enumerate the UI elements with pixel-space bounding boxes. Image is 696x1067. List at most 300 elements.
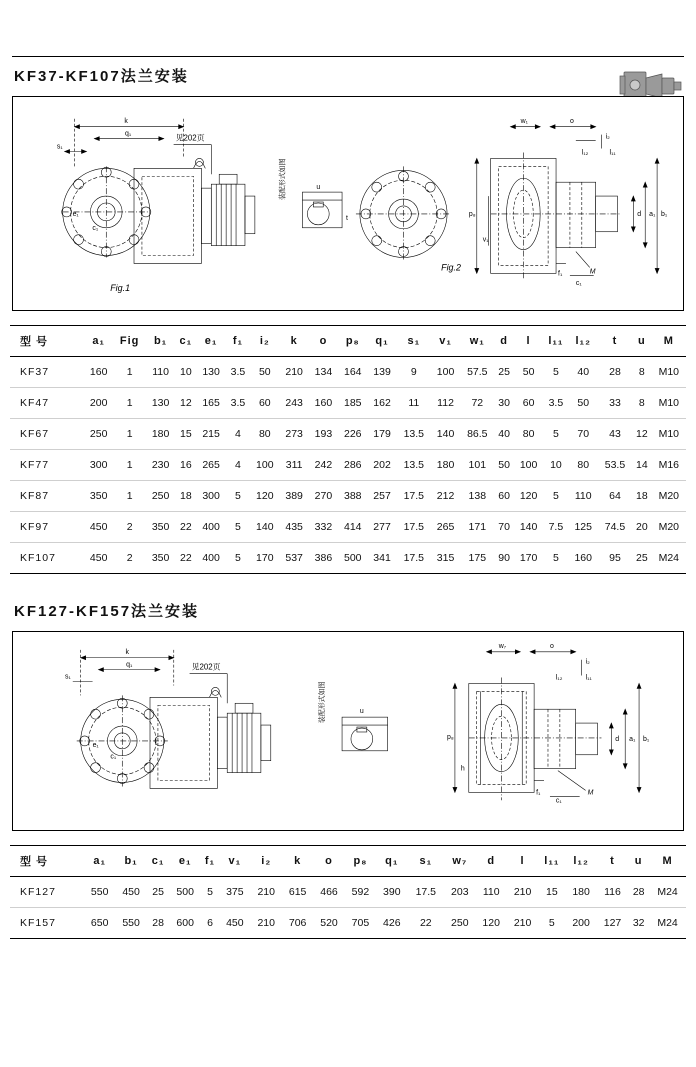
cell: 162 <box>367 388 396 419</box>
cell: 300 <box>84 450 113 481</box>
cell: 215 <box>196 419 225 450</box>
svg-text:a₁: a₁ <box>649 210 656 218</box>
cell: 1 <box>113 419 146 450</box>
svg-text:k: k <box>125 648 129 656</box>
cell: 390 <box>376 877 407 908</box>
cell: 140 <box>514 512 543 543</box>
svg-text:i₂: i₂ <box>585 658 590 666</box>
cell: 706 <box>282 908 313 939</box>
cell: 100 <box>250 450 279 481</box>
cell: 277 <box>367 512 396 543</box>
svg-text:见202页: 见202页 <box>191 662 221 672</box>
cell: 13.5 <box>397 450 431 481</box>
cell: 500 <box>338 543 367 574</box>
col-l12: l₁₂ <box>565 846 596 877</box>
cell: 250 <box>444 908 475 939</box>
cell: 8 <box>632 357 652 388</box>
table-row <box>10 877 686 908</box>
col-u: u <box>632 326 652 357</box>
table-row <box>10 512 686 543</box>
cell: 15 <box>175 419 196 450</box>
cell: 200 <box>84 388 113 419</box>
col-p8: p₈ <box>338 326 367 357</box>
cell: 160 <box>569 543 598 574</box>
table-row <box>10 481 686 512</box>
cell: M16 <box>652 450 686 481</box>
cell: 375 <box>219 877 250 908</box>
cell: 140 <box>250 512 279 543</box>
cell: 4 <box>226 419 250 450</box>
cell: 17.5 <box>408 877 445 908</box>
cell: 100 <box>514 450 543 481</box>
col-s1: s₁ <box>408 846 445 877</box>
page-title: KF37-KF107法兰安装 <box>14 68 189 85</box>
cell: 72 <box>460 388 494 419</box>
spec-table-2 <box>10 845 686 939</box>
cell: 520 <box>313 908 344 939</box>
cell: 3.5 <box>543 388 568 419</box>
svg-text:p₈: p₈ <box>447 733 454 741</box>
cell: 13.5 <box>397 419 431 450</box>
col-model: 型 号 <box>10 326 84 357</box>
col-fig: Fig <box>113 326 146 357</box>
col-f1: f₁ <box>226 326 250 357</box>
svg-text:s₁: s₁ <box>56 143 63 151</box>
cell-model: KF107 <box>10 543 84 574</box>
cell: 2 <box>113 512 146 543</box>
svg-text:p₈: p₈ <box>468 210 476 218</box>
cell: 5 <box>543 543 568 574</box>
cell: 16 <box>175 450 196 481</box>
col-c1: c₁ <box>147 846 170 877</box>
cell: 426 <box>376 908 407 939</box>
cell: 130 <box>146 388 175 419</box>
cell: 18 <box>632 481 652 512</box>
cell: 265 <box>196 450 225 481</box>
cell: 286 <box>338 450 367 481</box>
svg-text:w₁: w₁ <box>520 117 529 125</box>
col-s1: s₁ <box>397 326 431 357</box>
cell-model: KF37 <box>10 357 84 388</box>
col-b1: b₁ <box>146 326 175 357</box>
cell: 101 <box>460 450 494 481</box>
cell: 20 <box>632 512 652 543</box>
col-p8: p₈ <box>345 846 376 877</box>
cell: 86.5 <box>460 419 494 450</box>
col-q1: q₁ <box>376 846 407 877</box>
table-row <box>10 543 686 574</box>
cell: 25 <box>494 357 514 388</box>
col-l12: l₁₂ <box>569 326 598 357</box>
cell: 50 <box>569 388 598 419</box>
svg-text:k: k <box>124 117 128 125</box>
cell: 179 <box>367 419 396 450</box>
cell: 243 <box>279 388 308 419</box>
col-i2: i₂ <box>250 326 279 357</box>
svg-text:q₁: q₁ <box>124 130 132 138</box>
cell: 17.5 <box>397 481 431 512</box>
cell: 200 <box>565 908 596 939</box>
cell: 210 <box>251 908 282 939</box>
cell: 388 <box>338 481 367 512</box>
cell: 43 <box>598 419 632 450</box>
cell: 1 <box>113 481 146 512</box>
col-w1: w₁ <box>460 326 494 357</box>
cell-model: KF127 <box>10 877 84 908</box>
col-t: t <box>598 326 632 357</box>
cell-model: KF157 <box>10 908 84 939</box>
cell: 180 <box>431 450 460 481</box>
cell: 212 <box>431 481 460 512</box>
cell: 120 <box>514 481 543 512</box>
cell: 5 <box>543 419 568 450</box>
svg-text:c₁: c₁ <box>575 280 582 288</box>
svg-text:e₁: e₁ <box>92 741 99 749</box>
cell: 550 <box>115 908 146 939</box>
cell: 332 <box>309 512 338 543</box>
table-row <box>10 450 686 481</box>
col-e1: e₁ <box>196 326 225 357</box>
cell: 90 <box>494 543 514 574</box>
cell: 311 <box>279 450 308 481</box>
svg-text:c₁: c₁ <box>92 224 99 232</box>
cell: 70 <box>569 419 598 450</box>
col-v1: v₁ <box>219 846 250 877</box>
cell: 350 <box>146 512 175 543</box>
cell: 273 <box>279 419 308 450</box>
cell: 242 <box>309 450 338 481</box>
cell-model: KF67 <box>10 419 84 450</box>
cell: 210 <box>279 357 308 388</box>
col-c1: c₁ <box>175 326 196 357</box>
cell: 160 <box>84 357 113 388</box>
cell: 265 <box>431 512 460 543</box>
svg-text:l₁₁: l₁₁ <box>585 674 592 682</box>
col-l11: l₁₁ <box>538 846 565 877</box>
col-l: l <box>507 846 538 877</box>
cell: 74.5 <box>598 512 632 543</box>
svg-text:M: M <box>589 268 596 276</box>
cell: 6 <box>201 908 219 939</box>
cell: 9 <box>397 357 431 388</box>
cell: 112 <box>431 388 460 419</box>
svg-text:a₁: a₁ <box>629 735 636 743</box>
cell: 120 <box>250 481 279 512</box>
cell: 160 <box>309 388 338 419</box>
cell: 60 <box>250 388 279 419</box>
svg-text:b₁: b₁ <box>661 210 668 218</box>
col-k: k <box>282 846 313 877</box>
cell: 12 <box>632 419 652 450</box>
svg-text:l₁₂: l₁₂ <box>581 149 589 157</box>
cell: 350 <box>84 481 113 512</box>
svg-text:v₁: v₁ <box>482 236 489 244</box>
svg-text:s₁: s₁ <box>65 673 71 681</box>
svg-text:f₁: f₁ <box>558 270 563 278</box>
col-a1: a₁ <box>84 326 113 357</box>
cell: 110 <box>569 481 598 512</box>
col-b1: b₁ <box>115 846 146 877</box>
cell: 3.5 <box>226 357 250 388</box>
svg-text:q₁: q₁ <box>126 661 133 669</box>
cell: 450 <box>84 543 113 574</box>
cell: 28 <box>147 908 170 939</box>
cell-model: KF77 <box>10 450 84 481</box>
cell: 7.5 <box>543 512 568 543</box>
svg-text:u: u <box>316 184 321 192</box>
col-u: u <box>628 846 649 877</box>
cell: 270 <box>309 481 338 512</box>
cell: 5 <box>538 908 565 939</box>
cell: 1 <box>113 450 146 481</box>
cell: 127 <box>597 908 628 939</box>
cell: 537 <box>279 543 308 574</box>
cell: 14 <box>632 450 652 481</box>
cell-model: KF47 <box>10 388 84 419</box>
cell: 60 <box>514 388 543 419</box>
cell: 1 <box>113 388 146 419</box>
technical-drawing-2 <box>12 631 684 831</box>
col-l11: l₁₁ <box>543 326 568 357</box>
col-m: M <box>652 326 686 357</box>
cell: 138 <box>460 481 494 512</box>
cell: 705 <box>345 908 376 939</box>
svg-text:u: u <box>359 708 364 716</box>
svg-text:f₁: f₁ <box>536 789 541 797</box>
col-o: o <box>309 326 338 357</box>
cell: 165 <box>196 388 225 419</box>
cell: 450 <box>219 908 250 939</box>
cell: 175 <box>460 543 494 574</box>
cell: 110 <box>146 357 175 388</box>
svg-text:Fig.1: Fig.1 <box>110 283 131 294</box>
cell: M10 <box>652 388 686 419</box>
cell: 12 <box>175 388 196 419</box>
svg-text:见202页: 见202页 <box>175 133 205 143</box>
cell: 5 <box>226 543 250 574</box>
cell: M20 <box>652 481 686 512</box>
cell: 164 <box>338 357 367 388</box>
cell: 28 <box>628 877 649 908</box>
col-a1: a₁ <box>84 846 115 877</box>
cell: 64 <box>598 481 632 512</box>
svg-text:i₂: i₂ <box>605 133 610 141</box>
svg-text:装配形式如图: 装配形式如图 <box>319 681 327 724</box>
cell: 210 <box>507 908 538 939</box>
cell: 10 <box>543 450 568 481</box>
cell: 30 <box>494 388 514 419</box>
table-row <box>10 419 686 450</box>
cell: 139 <box>367 357 396 388</box>
table-row <box>10 388 686 419</box>
svg-text:e₁: e₁ <box>72 210 79 218</box>
svg-text:c₁: c₁ <box>110 753 117 761</box>
table-row <box>10 357 686 388</box>
cell: 134 <box>309 357 338 388</box>
cell: 250 <box>84 419 113 450</box>
cell: 10 <box>175 357 196 388</box>
cell: 100 <box>431 357 460 388</box>
cell: 500 <box>169 877 200 908</box>
cell: 22 <box>408 908 445 939</box>
cell: 80 <box>514 419 543 450</box>
col-d: d <box>476 846 507 877</box>
svg-text:c₁: c₁ <box>555 797 562 805</box>
cell: 185 <box>338 388 367 419</box>
cell: 400 <box>196 543 225 574</box>
cell: 193 <box>309 419 338 450</box>
cell: 400 <box>196 512 225 543</box>
cell: 435 <box>279 512 308 543</box>
cell: 226 <box>338 419 367 450</box>
cell: 230 <box>146 450 175 481</box>
col-model: 型 号 <box>10 846 84 877</box>
cell: 1 <box>113 357 146 388</box>
col-e1: e₁ <box>169 846 200 877</box>
cell: 202 <box>367 450 396 481</box>
cell: 18 <box>175 481 196 512</box>
cell: 22 <box>175 543 196 574</box>
cell: 3.5 <box>226 388 250 419</box>
cell: 130 <box>196 357 225 388</box>
cell: 80 <box>569 450 598 481</box>
cell: 4 <box>226 450 250 481</box>
cell: 80 <box>250 419 279 450</box>
cell: 40 <box>494 419 514 450</box>
cell: 414 <box>338 512 367 543</box>
cell: 341 <box>367 543 396 574</box>
cell: 33 <box>598 388 632 419</box>
cell: 5 <box>226 512 250 543</box>
cell: 257 <box>367 481 396 512</box>
cell: 180 <box>565 877 596 908</box>
section-title-2: KF127-KF157法兰安装 <box>14 603 200 620</box>
cell: 5 <box>201 877 219 908</box>
cell: M24 <box>652 543 686 574</box>
cell: M24 <box>649 908 686 939</box>
table-header-row <box>10 846 686 877</box>
cell: 60 <box>494 481 514 512</box>
col-t: t <box>597 846 628 877</box>
cell: 386 <box>309 543 338 574</box>
cell: 5 <box>543 481 568 512</box>
cell: 140 <box>431 419 460 450</box>
spec-table-1 <box>10 325 686 574</box>
cell: 57.5 <box>460 357 494 388</box>
cell: 25 <box>632 543 652 574</box>
cell: 2 <box>113 543 146 574</box>
cell: 95 <box>598 543 632 574</box>
cell: 50 <box>494 450 514 481</box>
cell: 450 <box>115 877 146 908</box>
col-o: o <box>313 846 344 877</box>
col-w7: w₇ <box>444 846 475 877</box>
table-header-row <box>10 326 686 357</box>
cell: 22 <box>175 512 196 543</box>
cell: 70 <box>494 512 514 543</box>
cell: 17.5 <box>397 512 431 543</box>
header-divider <box>12 56 684 57</box>
cell: 300 <box>196 481 225 512</box>
cell: M24 <box>649 877 686 908</box>
cell: 53.5 <box>598 450 632 481</box>
col-l: l <box>514 326 543 357</box>
cell: 592 <box>345 877 376 908</box>
col-d: d <box>494 326 514 357</box>
svg-text:M: M <box>587 789 594 797</box>
cell: 615 <box>282 877 313 908</box>
cell: 250 <box>146 481 175 512</box>
cell: 350 <box>146 543 175 574</box>
cell: 17.5 <box>397 543 431 574</box>
cell: M10 <box>652 419 686 450</box>
cell: 11 <box>397 388 431 419</box>
cell: 600 <box>169 908 200 939</box>
cell: 50 <box>514 357 543 388</box>
svg-text:l₁₁: l₁₁ <box>609 149 616 157</box>
svg-text:l₁₂: l₁₂ <box>555 674 563 682</box>
col-q1: q₁ <box>367 326 396 357</box>
cell: 110 <box>476 877 507 908</box>
cell: 650 <box>84 908 115 939</box>
cell: 28 <box>598 357 632 388</box>
cell: 389 <box>279 481 308 512</box>
document-page <box>0 56 696 1067</box>
cell: M10 <box>652 357 686 388</box>
table-row <box>10 908 686 939</box>
col-i2: i₂ <box>251 846 282 877</box>
cell: 5 <box>543 357 568 388</box>
svg-text:d: d <box>637 210 642 218</box>
svg-text:装配形式如图: 装配形式如图 <box>279 158 287 201</box>
cell: 170 <box>514 543 543 574</box>
cell-model: KF87 <box>10 481 84 512</box>
col-k: k <box>279 326 308 357</box>
col-f1: f₁ <box>201 846 219 877</box>
cell: 315 <box>431 543 460 574</box>
svg-text:w₇: w₇ <box>498 642 507 650</box>
cell: 550 <box>84 877 115 908</box>
cell: 466 <box>313 877 344 908</box>
cell: 40 <box>569 357 598 388</box>
cell: 50 <box>250 357 279 388</box>
cell: 15 <box>538 877 565 908</box>
col-m: M <box>649 846 686 877</box>
svg-text:o: o <box>550 642 554 650</box>
cell: 450 <box>84 512 113 543</box>
cell: 171 <box>460 512 494 543</box>
col-v1: v₁ <box>431 326 460 357</box>
cell: 203 <box>444 877 475 908</box>
technical-drawing-1 <box>12 96 684 311</box>
cell: 120 <box>476 908 507 939</box>
cell: 125 <box>569 512 598 543</box>
cell: 180 <box>146 419 175 450</box>
cell: 8 <box>632 388 652 419</box>
cell: 210 <box>251 877 282 908</box>
svg-text:d: d <box>615 735 620 743</box>
cell: 5 <box>226 481 250 512</box>
cell: 170 <box>250 543 279 574</box>
cell: 210 <box>507 877 538 908</box>
cell: 116 <box>597 877 628 908</box>
svg-text:b₁: b₁ <box>643 735 650 743</box>
cell: 32 <box>628 908 649 939</box>
svg-text:h: h <box>460 765 465 773</box>
cell: 25 <box>147 877 170 908</box>
svg-text:Fig.2: Fig.2 <box>441 262 461 273</box>
cell-model: KF97 <box>10 512 84 543</box>
